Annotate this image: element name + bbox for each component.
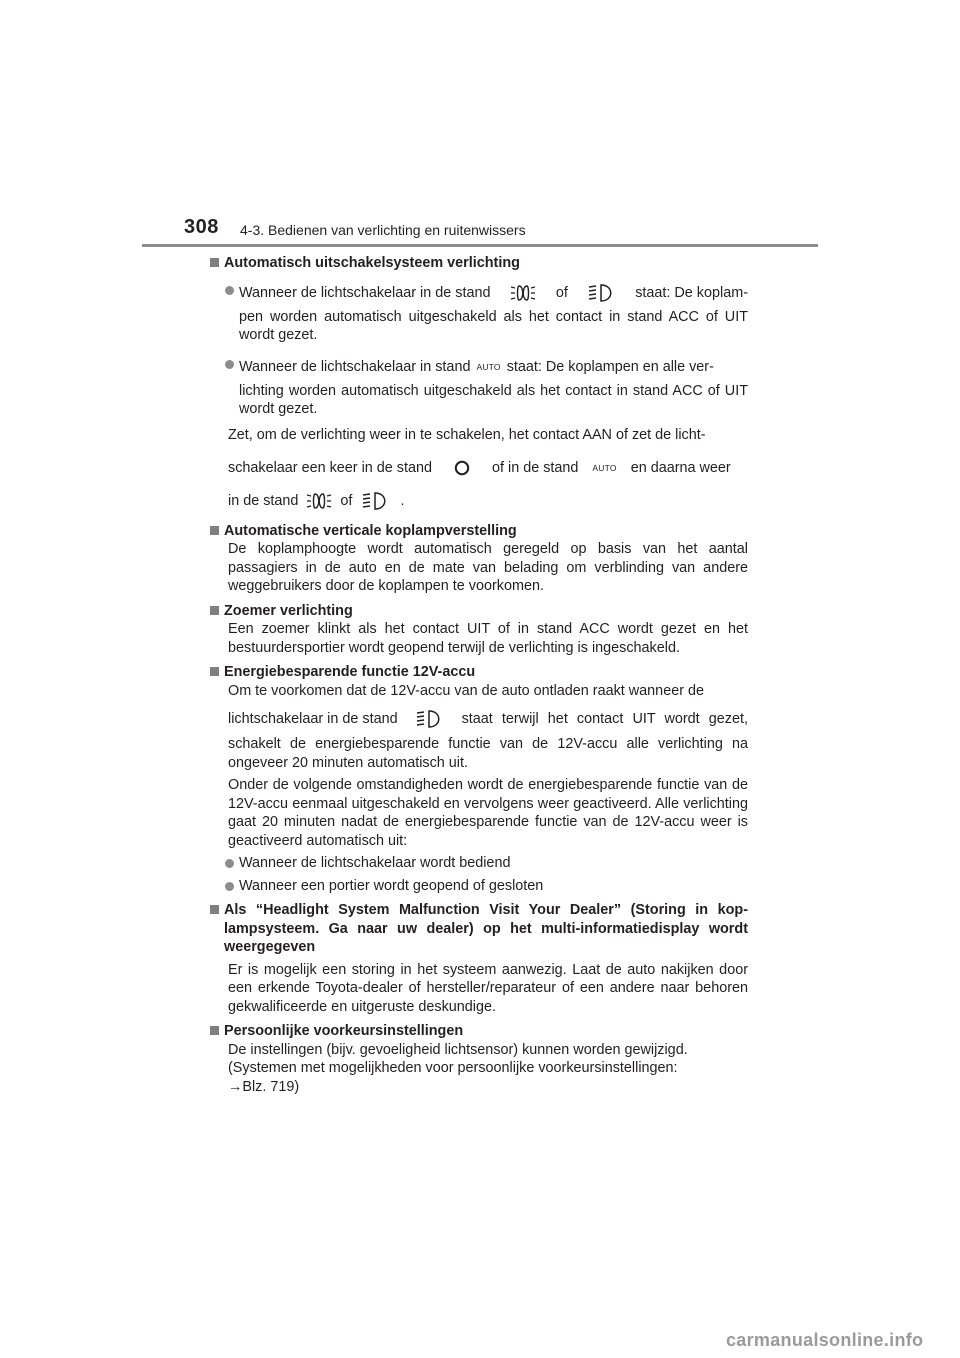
round-bullet-icon [225, 882, 234, 891]
bullet-door-opened: Wanneer een portier wordt geopend of gesloten [210, 877, 748, 896]
round-bullet-icon [225, 286, 234, 295]
square-bullet-icon [210, 905, 219, 914]
header-divider [142, 244, 818, 247]
auto-icon: AUTO [476, 361, 501, 372]
parking-light-icon [588, 283, 616, 303]
paragraph-reactivate: Zet, om de verlichting weer in te schakelen, het contact AAN of zet de licht- schakelaar een keer in de stand of in de stand AUTO en daarna weer in de stand of . [210, 423, 748, 514]
page-content [210, 254, 748, 1096]
heading-auto-leveling: Automatische verticale koplampverstelling [210, 522, 748, 541]
paragraph-battery-saver: Om te voorkomen dat de 12V-accu van de auto ontladen raakt wanneer de lichtschakelaar in de stand staat terwijl het contact UIT wordt gezet, schakelt de energiebesparende functie van de 12V-accu alle verlichting na ongeveer 20 minuten automatisch uit. Onder de volgende omstandigheden wordt de energiebesparende functie van de 12V-accu eenmaal uitgeschakeld en vervolgens weer geactiveerd. Alle verlichting gaat 20 minuten nadat de energiebesparende functie van de 12V-accu weer is geactiveerd automatisch uit: [228, 682, 748, 849]
off-position-icon [454, 460, 470, 476]
bullet-auto: Wanneer de lichtschakelaar in stand AUTO staat: De koplampen en alle ver- lichting worden automatisch uitgeschakeld als het contact in stand ACC of UIT wordt gezet. [210, 355, 748, 419]
paragraph-customization: De instellingen (bijv. gevoeligheid lichtsensor) kunnen worden gewijzigd. (Systemen met mogelijkheden voor persoonlijke voorkeursinstellingen: →Blz. 719) [228, 1041, 688, 1095]
auto-icon: AUTO [592, 462, 617, 473]
paragraph-buzzer: Een zoemer klinkt als het contact UIT of in stand ACC wordt gezet en het bestuurdersportier wordt geopend terwijl de verlichting is ingeschakeld. [228, 621, 748, 656]
watermark: carmanualsonline.info [726, 1330, 924, 1350]
section-title: 4-3. Bedienen van verlichting en ruitenwissers [240, 222, 526, 238]
heading-battery-saver: Energiebesparende functie 12V-accu [210, 663, 748, 682]
square-bullet-icon [210, 526, 219, 535]
heading-customization: Persoonlijke voorkeursinstellingen [210, 1022, 748, 1041]
heading-auto-off-system: Automatisch uitschakelsysteem verlichting [210, 254, 748, 273]
round-bullet-icon [225, 360, 234, 369]
low-beam-headlight-icon [510, 283, 536, 303]
low-beam-headlight-icon [306, 491, 332, 511]
heading-malfunction-message: Als “Headlight System Malfunction Visit Your Dealer” (Storing in koplampsysteem. Ga naar uw dealer) op het multi-informatiedisplay wordt weergegeven [210, 901, 748, 957]
parking-light-icon [362, 491, 390, 511]
round-bullet-icon [225, 859, 234, 868]
square-bullet-icon [210, 1026, 219, 1035]
page-reference-link[interactable]: Blz. 719) [242, 1078, 300, 1095]
paragraph-malfunction: Er is mogelijk een storing in het systeem aanwezig. Laat de auto nakijken door een erkende Toyota-dealer of hersteller/reparateur of een andere naar behoren gekwalificeerde en uitgeruste deskundige. [228, 961, 748, 1015]
arrow-right-icon: → [228, 1078, 243, 1095]
page-number: 308 [184, 216, 219, 238]
square-bullet-icon [210, 667, 219, 676]
paragraph-auto-leveling: De koplamphoogte wordt automatisch geregeld op basis van het aantal passagiers in de auto en de mate van belading om verblinding van andere weggebruikers door de koplampen te voorkomen. [228, 541, 748, 594]
bullet-switch-operated: Wanneer de lichtschakelaar wordt bediend [210, 854, 748, 873]
square-bullet-icon [210, 258, 219, 267]
bullet-headlight-parking: Wanneer de lichtschakelaar in de stand of staat: De koplam- pen worden automatisch uitgeschakeld als het contact in stand ACC of UIT wordt gezet. [210, 281, 748, 345]
square-bullet-icon [210, 606, 219, 615]
parking-light-icon [416, 709, 444, 729]
heading-buzzer: Zoemer verlichting [210, 602, 748, 621]
